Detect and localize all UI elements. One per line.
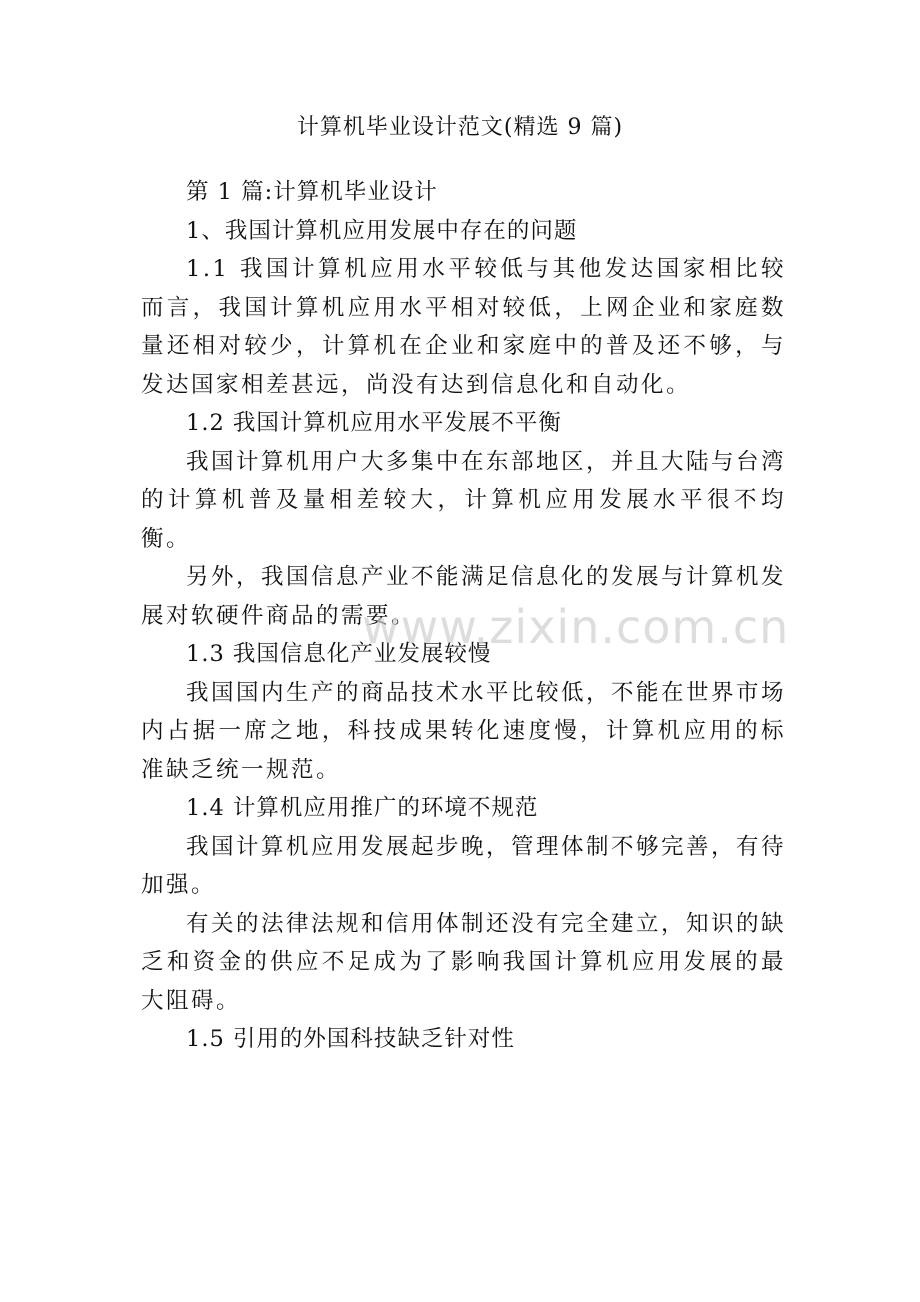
paragraph-1-2b: 另外，我国信息产业不能满足信息化的发展与计算机发展对软硬件商品的需要。 bbox=[141, 564, 787, 629]
subheading-1-4: 1.4 计算机应用推广的环境不规范 bbox=[186, 795, 539, 821]
paragraph-1-4a: 我国计算机应用发展起步晚，管理体制不够完善，有待加强。 bbox=[141, 833, 787, 898]
section-heading-part1: 第 1 篇:计算机毕业设计 bbox=[186, 179, 438, 205]
subheading-1-5: 1.5 引用的外国科技缺乏针对性 bbox=[186, 1026, 515, 1052]
paragraph-1-3: 我国国内生产的商品技术水平比较低，不能在世界市场内占据一席之地，科技成果转化速度慢，计算机应用的标准缺乏统一规范。 bbox=[141, 679, 787, 783]
document-title: 计算机毕业设计范文(精选 9 篇) bbox=[296, 115, 624, 140]
document-body bbox=[141, 173, 786, 1059]
section-heading-problems: 1、我国计算机应用发展中存在的问题 bbox=[186, 217, 578, 244]
subheading-1-2: 1.2 我国计算机应用水平发展不平衡 bbox=[186, 410, 562, 436]
paragraph-1-1: 1.1 我国计算机应用水平较低与其他发达国家相比较而言，我国计算机应用水平相对较低，上网企业和家庭数量还相对较少，计算机在企业和家庭中的普及还不够，与发达国家相差甚远，尚没有达到信息化和自动化。 bbox=[141, 256, 786, 398]
watermark: www.zixin.com.cn bbox=[362, 600, 790, 654]
paragraph-1-4b: 有关的法律法规和信用体制还没有完全建立，知识的缺乏和资金的供应不足成为了影响我国计算机应用发展的最大阻碍。 bbox=[141, 910, 787, 1014]
subheading-1-3: 1.3 我国信息化产业发展较慢 bbox=[186, 641, 492, 667]
paragraph-1-2a: 我国计算机用户大多集中在东部地区，并且大陆与台湾的计算机普及量相差较大，计算机应用发展水平很不均衡。 bbox=[141, 448, 787, 552]
